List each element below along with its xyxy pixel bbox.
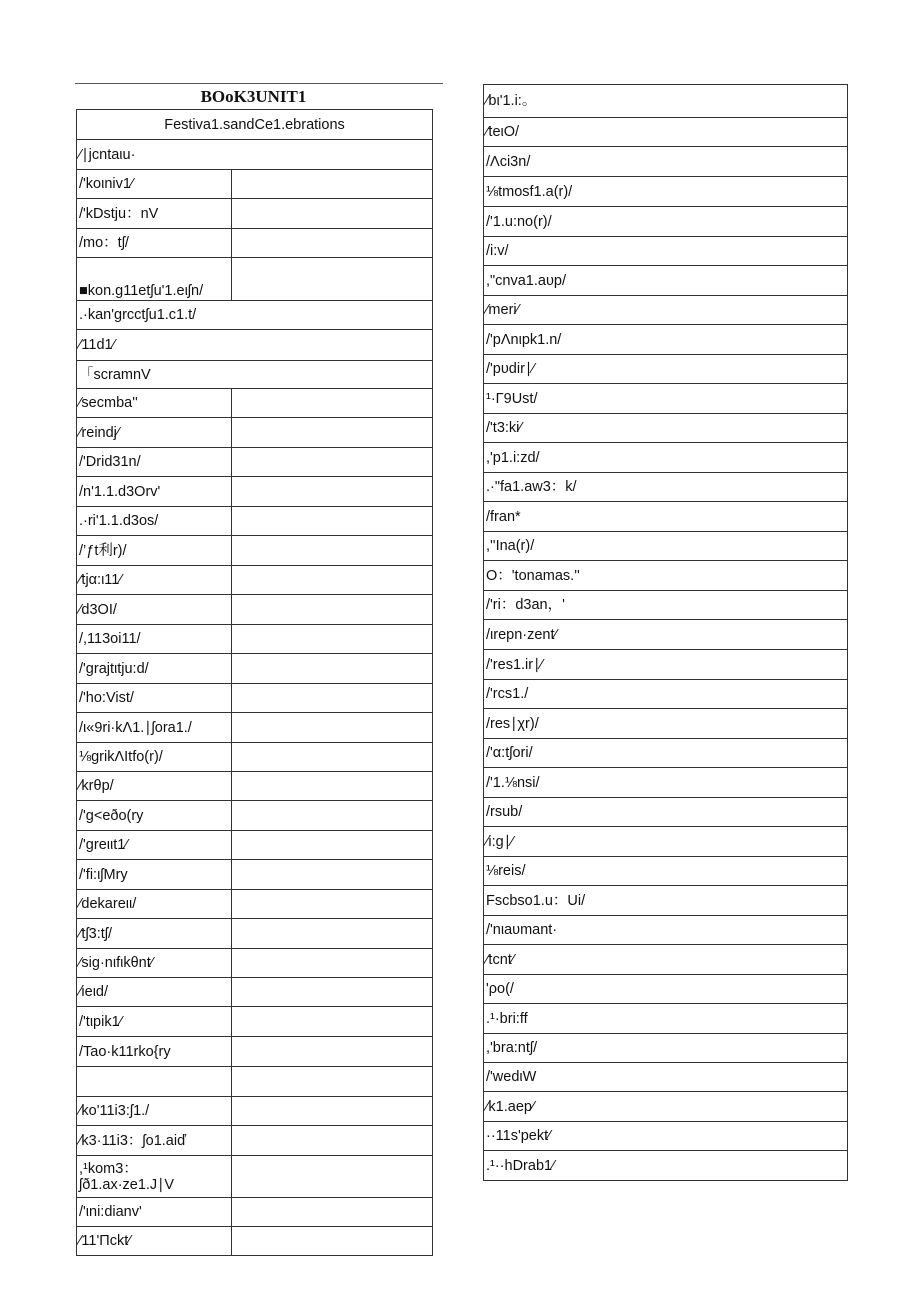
phonetic-cell: ,¹kom3： ʃð1.ax·ze1.J∣V (77, 1156, 232, 1198)
phonetic-cell: ⁄tʃ3:tʃ/ (77, 919, 232, 949)
vocabulary-table-left (76, 109, 433, 1256)
table-row (77, 140, 433, 170)
table-row (484, 473, 848, 502)
meaning-cell (232, 713, 433, 743)
meaning-cell (232, 418, 433, 448)
phonetic-cell: /Λci3n/ (484, 147, 848, 177)
meaning-cell (232, 566, 433, 595)
phonetic-cell: ,'bra:ntʃ/ (484, 1034, 848, 1063)
table-row (77, 477, 433, 507)
phonetic-cell: /'grajtιtju:d/ (77, 654, 232, 684)
phonetic-cell: /res∣χr)/ (484, 709, 848, 739)
phonetic-cell: /'1.u:no(r)/ (484, 207, 848, 237)
meaning-cell (232, 860, 433, 890)
table-row (77, 536, 433, 566)
table-row (484, 975, 848, 1004)
table-row (484, 945, 848, 975)
vocabulary-table-right (483, 84, 848, 1181)
table-row (484, 296, 848, 325)
table-row (77, 1007, 433, 1037)
phonetic-cell: /'res1.ir∣⁄ (484, 650, 848, 680)
phonetic-cell: /'rcs1./ (484, 680, 848, 709)
meaning-cell (232, 743, 433, 772)
meaning-cell (232, 801, 433, 831)
phonetic-cell: /'fi:ιʃMry (77, 860, 232, 890)
phonetic-cell: ⁄bι'1.i:。 (484, 85, 848, 118)
phonetic-cell: ⅛reis/ (484, 857, 848, 886)
phonetic-cell: /'ri：d3an，' (484, 591, 848, 620)
table-row (77, 831, 433, 860)
meaning-cell (232, 1097, 433, 1126)
phonetic-cell: /'tιpik1⁄ (77, 1007, 232, 1037)
table-row (484, 768, 848, 798)
phonetic-cell: 'ρo(/ (484, 975, 848, 1004)
table-row (484, 207, 848, 237)
phonetic-cell: .·ri'1.1.d3os/ (77, 507, 232, 536)
meaning-cell (232, 919, 433, 949)
table-row (484, 827, 848, 857)
phonetic-cell: /'Drid31n/ (77, 448, 232, 477)
table-row (484, 650, 848, 680)
table-row (484, 620, 848, 650)
meaning-cell (232, 1198, 433, 1227)
table-row (77, 1227, 433, 1256)
table-row (484, 384, 848, 414)
phonetic-cell: ⁄reindj⁄ (77, 418, 232, 448)
phonetic-cell: ⁄d3OI/ (77, 595, 232, 625)
phonetic-cell: /'kDstju：nV (77, 199, 232, 229)
table-row (484, 443, 848, 473)
meaning-cell (232, 1156, 433, 1198)
meaning-cell (232, 890, 433, 919)
table-row (484, 147, 848, 177)
meaning-cell (232, 1037, 433, 1067)
phonetic-cell: ⁄∣jcntaιu· (77, 140, 433, 170)
table-row (484, 857, 848, 886)
phonetic-cell: /n'1.1.d3Orv' (77, 477, 232, 507)
meaning-cell (232, 258, 433, 301)
phonetic-cell: ⁄tcnt⁄ (484, 945, 848, 975)
meaning-cell (232, 625, 433, 654)
table-row (484, 1004, 848, 1034)
phonetic-cell: ⁄dekareιι/ (77, 890, 232, 919)
table-row (484, 85, 848, 118)
phonetic-cell: /'t3:ki⁄ (484, 414, 848, 443)
table-row (77, 389, 433, 418)
table-row (484, 414, 848, 443)
table-row (484, 886, 848, 916)
table-row (484, 237, 848, 266)
phonetic-cell: /,113oi11/ (77, 625, 232, 654)
meaning-cell (232, 684, 433, 713)
phonetic-cell: ⁄meri⁄ (484, 296, 848, 325)
phonetic-cell (77, 1067, 232, 1097)
table-row (77, 566, 433, 595)
table-row (77, 772, 433, 801)
meaning-cell (232, 170, 433, 199)
table-row (484, 266, 848, 296)
phonetic-cell: /'α:tʃori/ (484, 739, 848, 768)
phonetic-cell: /'koιniv1⁄ (77, 170, 232, 199)
table-row (77, 199, 433, 229)
phonetic-cell: Fscbso1.u：Ui/ (484, 886, 848, 916)
phonetic-cell: /’ƒt利r)/ (77, 536, 232, 566)
table-row (77, 801, 433, 831)
meaning-cell (232, 507, 433, 536)
table-row (484, 1092, 848, 1122)
table-row (484, 1034, 848, 1063)
table-row (77, 595, 433, 625)
phonetic-cell: /rsub/ (484, 798, 848, 827)
table-row (484, 177, 848, 207)
meaning-cell (232, 229, 433, 258)
phonetic-cell: /i:v/ (484, 237, 848, 266)
phonetic-cell: ,"cnva1.aυp/ (484, 266, 848, 296)
table-row (77, 1126, 433, 1156)
table-row (484, 680, 848, 709)
phonetic-cell: ⁄i:g∣⁄ (484, 827, 848, 857)
table-row (484, 591, 848, 620)
phonetic-cell: .¹··hDrab1⁄ (484, 1151, 848, 1181)
meaning-cell (232, 1007, 433, 1037)
table-row (77, 625, 433, 654)
table-row (484, 355, 848, 384)
table-row (77, 978, 433, 1007)
table-row (77, 713, 433, 743)
phonetic-cell: .·kan'grcctʃu1.c1.t/ (77, 301, 433, 330)
table-row (77, 1097, 433, 1126)
phonetic-cell: ⁄teιO/ (484, 118, 848, 147)
top-rule (75, 83, 443, 84)
table-row (484, 502, 848, 532)
table-row (77, 1156, 433, 1198)
table-row (77, 1198, 433, 1227)
phonetic-cell: ··11s'pekt⁄ (484, 1122, 848, 1151)
meaning-cell (232, 448, 433, 477)
meaning-cell (232, 595, 433, 625)
table-row (77, 418, 433, 448)
table-row (484, 916, 848, 945)
table-header: Festiva1.sandCe1.ebrations (77, 110, 433, 140)
phonetic-cell: ⅛tmosf1.a(r)/ (484, 177, 848, 207)
phonetic-cell: /fran* (484, 502, 848, 532)
phonetic-cell: /'nιaυmant· (484, 916, 848, 945)
table-row (77, 170, 433, 199)
phonetic-cell: /Tao·k11rko{ry (77, 1037, 232, 1067)
table-row (484, 798, 848, 827)
table-row (77, 229, 433, 258)
meaning-cell (232, 389, 433, 418)
phonetic-cell: .·"fa1.aw3：k/ (484, 473, 848, 502)
table-row (77, 654, 433, 684)
phonetic-cell: ⁄krθp/ (77, 772, 232, 801)
phonetic-cell: ⁄ieιd/ (77, 978, 232, 1007)
table-row (484, 1063, 848, 1092)
phonetic-cell: ,'p1.i:zd/ (484, 443, 848, 473)
meaning-cell (232, 831, 433, 860)
phonetic-cell: ⁄k3·11i3：ʃo1.aiď (77, 1126, 232, 1156)
phonetic-cell: /'ho:Vist/ (77, 684, 232, 713)
phonetic-cell: ¹·Γ9Ust/ (484, 384, 848, 414)
phonetic-cell: ⅛grikΛItfo(r)/ (77, 743, 232, 772)
table-row (484, 1122, 848, 1151)
table-row (484, 739, 848, 768)
meaning-cell (232, 536, 433, 566)
phonetic-cell: ⁄11'Πckt⁄ (77, 1227, 232, 1256)
phonetic-cell: /'g<eðo(ry (77, 801, 232, 831)
table-row (77, 743, 433, 772)
table-row (77, 258, 433, 301)
table-row (484, 561, 848, 591)
phonetic-cell: /'ιni:dianv' (77, 1198, 232, 1227)
phonetic-cell: 「scramnV (77, 361, 433, 389)
phonetic-cell: ⁄11d1⁄ (77, 330, 433, 361)
table-row (484, 118, 848, 147)
phonetic-cell: ,''Ina(r)/ (484, 532, 848, 561)
phonetic-cell: /ιrepn·zent⁄ (484, 620, 848, 650)
phonetic-cell: O：'tonamas.'' (484, 561, 848, 591)
meaning-cell (232, 477, 433, 507)
phonetic-cell: /'1.⅛nsi/ (484, 768, 848, 798)
table-row (77, 330, 433, 361)
meaning-cell (232, 949, 433, 978)
meaning-cell (232, 772, 433, 801)
table-row (77, 919, 433, 949)
phonetic-cell: /'pυdir∣⁄ (484, 355, 848, 384)
table-row (77, 684, 433, 713)
phonetic-cell: /'greιιt1⁄ (77, 831, 232, 860)
phonetic-cell: /ι«9ri·kΛ1.∣ʃora1./ (77, 713, 232, 743)
table-row (77, 890, 433, 919)
phonetic-cell: ⁄sig·nιfιkθnt⁄ (77, 949, 232, 978)
phonetic-cell: ⁄tjα:ι11⁄ (77, 566, 232, 595)
table-row (77, 949, 433, 978)
meaning-cell (232, 978, 433, 1007)
meaning-cell (232, 1126, 433, 1156)
table-row (77, 448, 433, 477)
phonetic-cell: /mo：tʃ/ (77, 229, 232, 258)
table-row (484, 1151, 848, 1181)
table-row (484, 532, 848, 561)
meaning-cell (232, 654, 433, 684)
table-row (77, 1067, 433, 1097)
meaning-cell (232, 199, 433, 229)
phonetic-cell: ⁄secmba'' (77, 389, 232, 418)
table-row (484, 709, 848, 739)
table-row (77, 361, 433, 389)
table-row (77, 507, 433, 536)
meaning-cell (232, 1067, 433, 1097)
phonetic-cell: ⁄k1.aep⁄ (484, 1092, 848, 1122)
phonetic-cell: /'wedιW (484, 1063, 848, 1092)
phonetic-cell: ⁄ko'11i3:ʃ1./ (77, 1097, 232, 1126)
page-title: BOoK3UNIT1 (200, 87, 307, 106)
table-row (484, 325, 848, 355)
meaning-cell (232, 1227, 433, 1256)
table-row (77, 301, 433, 330)
phonetic-cell: ■kon.g11etʃu'1.eιʃn/ (77, 258, 232, 301)
table-row (77, 1037, 433, 1067)
phonetic-cell: /'pΛnιpk1.n/ (484, 325, 848, 355)
phonetic-cell: .¹·bri:ff (484, 1004, 848, 1034)
table-row (77, 860, 433, 890)
